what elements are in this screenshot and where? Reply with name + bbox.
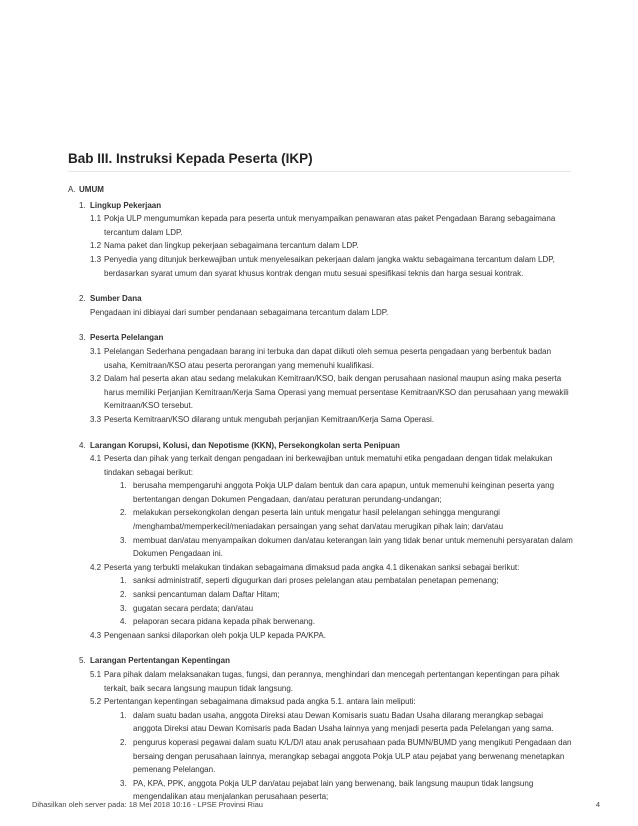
item-heading-number: 2.: [79, 294, 86, 304]
sub-item-number: 1.1: [90, 214, 102, 224]
list-point-number: 2.: [120, 590, 127, 600]
list-point-number: 3.: [120, 778, 127, 788]
sub-item-number: 1.3: [90, 254, 102, 264]
sub-item: [68, 629, 574, 643]
item-heading: [68, 654, 574, 668]
sub-item-number: 3.2: [90, 374, 102, 384]
list-point-number: 3.: [120, 535, 127, 545]
sub-item: [68, 413, 574, 427]
list-point: [68, 602, 574, 616]
section-spacer: [68, 319, 574, 331]
list-point: [68, 479, 574, 506]
list-point: [68, 615, 574, 629]
item-heading-number: 3.: [79, 333, 86, 343]
list-point-text: gugatan secara perdata; dan/atau: [133, 603, 254, 613]
list-point: [68, 506, 574, 533]
item-heading-text: Sumber Dana: [90, 294, 142, 304]
list-point-text: berusaha mempengaruhi anggota Pokja ULP dalam bentuk dan cara apapun, untuk memenuhi keinginan peserta yang bertentangan dengan Dokumen Pengadaan, dan/atau peraturan perundang-undangan;: [133, 481, 555, 504]
item-heading: [68, 199, 574, 213]
list-point-number: 3.: [120, 603, 127, 613]
item-heading: [68, 331, 574, 345]
page-title: Bab III. Instruksi Kepada Peserta (IKP): [68, 151, 313, 166]
list-point-text: sanksi pencantuman dalam Daftar Hitam;: [133, 590, 280, 600]
list-point-number: 2.: [120, 508, 127, 518]
section-spacer: [68, 280, 574, 292]
list-point-text: PA, KPA, PPK, anggota Pokja ULP dan/atau pejabat lain yang berwenang, baik langsung maupun tidak langsung mengendalikan atau menjalankan perusahaan peserta;: [133, 778, 534, 802]
sub-item-number: 4.2: [90, 562, 102, 572]
list-point-text: melakukan persekongkolan dengan peserta lain untuk mengatur hasil pelelangan sehingga mengurangi /menghambat/memperkecil/meniadakan persaingan yang sehat dan/atau merugikan pihak lain; dan/atau: [133, 508, 504, 532]
sub-item-number: 4.3: [90, 630, 102, 640]
sub-item-number: 3.3: [90, 414, 102, 424]
item-heading-text: Lingkup Pekerjaan: [90, 200, 162, 210]
title-divider: [68, 171, 571, 172]
item-heading-text: Peserta Pelelangan: [90, 333, 164, 343]
sub-item-number: 3.1: [90, 346, 102, 356]
sub-item-text: Pokja ULP mengumumkan kepada para peserta untuk menyampaikan penawaran atas paket Pengadaan Barang sebagaimana tercantum dalam LDP.: [104, 214, 556, 237]
sub-item: [68, 212, 574, 239]
sub-item-text: Pelelangan Sederhana pengadaan barang ini terbuka dan dapat diikuti oleh semua peserta pengadaan yang berbentuk badan usaha, Kemitraan/KSO atau peserta perorangan yang memenuhi kualifikasi.: [104, 346, 552, 370]
sub-item-text: Pertentangan kepentingan sebagaimana dimaksud pada angka 5.1. antara lain meliputi:: [104, 697, 416, 707]
list-point: [68, 709, 574, 736]
item-heading: [68, 292, 574, 306]
sub-item-text: Penyedia yang ditunjuk berkewajiban untuk menyelesaikan pekerjaan dalam jangka waktu sebagaimana tercantum dalam LDP, berdasarkan syarat umum dan syarat khusus kontrak dengan mutu sesuai spesifikasi teknis dan harga sesuai kontrak.: [104, 254, 555, 278]
list-point-number: 1.: [120, 576, 127, 586]
item-heading-number: 4.: [79, 440, 86, 450]
sub-item: [68, 345, 574, 372]
section-spacer: [68, 427, 574, 439]
page-number: 4: [595, 800, 600, 809]
list-point-text: sanksi administratif, seperti digugurkan dari proses pelelangan atau pembatalan penetapan pemenang;: [133, 576, 499, 586]
section-spacer: [68, 642, 574, 654]
footer-generated-text: Dihasilkan oleh server pada: 18 Mei 2018 10:16 - LPSE Provinsi Riau: [32, 800, 263, 809]
sub-item-number: 4.1: [90, 454, 102, 464]
sub-item-text: Peserta yang terbukti melakukan tindakan sebagaimana dimaksud pada angka 4.1 dikenakan sanksi sebagai berikut:: [104, 562, 520, 572]
list-point-number: 1.: [120, 710, 127, 720]
item-heading-number: 1.: [79, 200, 86, 210]
sub-item: [68, 695, 574, 709]
page-footer: [32, 800, 600, 809]
sub-item-text: Pengenaan sanksi dilaporkan oleh pokja ULP kepada PA/KPA.: [104, 630, 326, 640]
sub-item-number: 5.1: [90, 670, 102, 679]
sub-item-text: Peserta dan pihak yang terkait dengan pengadaan ini berkewajiban untuk mematuhi etika pengadaan dengan tidak melakukan tindakan sebagai berikut:: [104, 454, 553, 477]
item-heading-number: 5.: [79, 656, 86, 666]
sub-item-text: Nama paket dan lingkup pekerjaan sebagaimana tercantum dalam LDP.: [104, 241, 359, 251]
document-body: [68, 183, 574, 804]
sub-item: [68, 239, 574, 253]
list-point-text: membuat dan/atau menyampaikan dokumen dan/atau keterangan lain yang tidak benar untuk memenuhi persyaratan dalam Dokumen Pengadaan ini.: [133, 535, 573, 559]
item-heading-text: Larangan Korupsi, Kolusi, dan Nepotisme (KKN), Persekongkolan serta Penipuan: [90, 440, 400, 450]
list-point: [68, 534, 574, 561]
sub-item: [68, 561, 574, 575]
list-point-number: 1.: [120, 481, 127, 491]
list-point-number: 2.: [120, 737, 127, 747]
list-point: [68, 588, 574, 602]
sub-item: [68, 452, 574, 479]
item-heading: [68, 439, 574, 453]
sub-item-text: Dalam hal peserta akan atau sedang melakukan Kemitraan/KSO, baik dengan perusahaan nasional maupun asing maka peserta harus memiliki Perjanjian Kemitraan/Kerja Sama Operasi yang memuat persentase Kemitraan/KSO dan perusahaan yang mewakili Kemitraan/KSO tersebut.: [104, 374, 569, 411]
sub-item-text: Para pihak dalam melaksanakan tugas, fungsi, dan perannya, menghindari dan mencegah pertentangan kepentingan para pihak terkait, baik secara langsung maupun tidak langsung.: [104, 670, 560, 693]
sub-item: [68, 372, 574, 413]
section-label: UMUM: [79, 185, 104, 194]
item-heading-text: Larangan Pertentangan Kepentingan: [90, 656, 231, 666]
list-point: [68, 736, 574, 777]
sub-item-text: Peserta Kemitraan/KSO dilarang untuk mengubah perjanjian Kemitraan/Kerja Sama Operasi.: [104, 414, 434, 424]
list-point: [68, 574, 574, 588]
sub-item: [68, 668, 574, 695]
section-heading: [68, 183, 574, 197]
list-point-text: dalam suatu badan usaha, anggota Direksi atau Dewan Komisaris suatu Badan Usaha dilarang merangkap sebagai anggota Direksi atau Dewan Komisaris pada Badan Usaha lainnya yang menjadi peserta pada Pelelangan yang sama.: [133, 710, 554, 734]
item-paragraph: Pengadaan ini dibiayai dari sumber pendanaan sebagaimana tercantum dalam LDP.: [90, 307, 389, 317]
sub-item: [68, 253, 574, 280]
list-point-text: pengurus koperasi pegawai dalam suatu K/L/D/I atau anak perusahaan pada BUMN/BUMD yang mengikuti Pengadaan dan bersaing dengan perusahaan lainnya, merangkap sebagai anggota Pokja ULP atau pejabat yang berwenang menetapkan pemenang Pelelangan.: [133, 737, 572, 775]
section-number: A.: [68, 185, 76, 194]
sub-item-number: 5.2: [90, 697, 102, 707]
sub-item-number: 1.2: [90, 241, 102, 251]
list-point-number: 4.: [120, 617, 127, 627]
list-point-text: pelaporan secara pidana kepada pihak berwenang.: [133, 617, 315, 627]
